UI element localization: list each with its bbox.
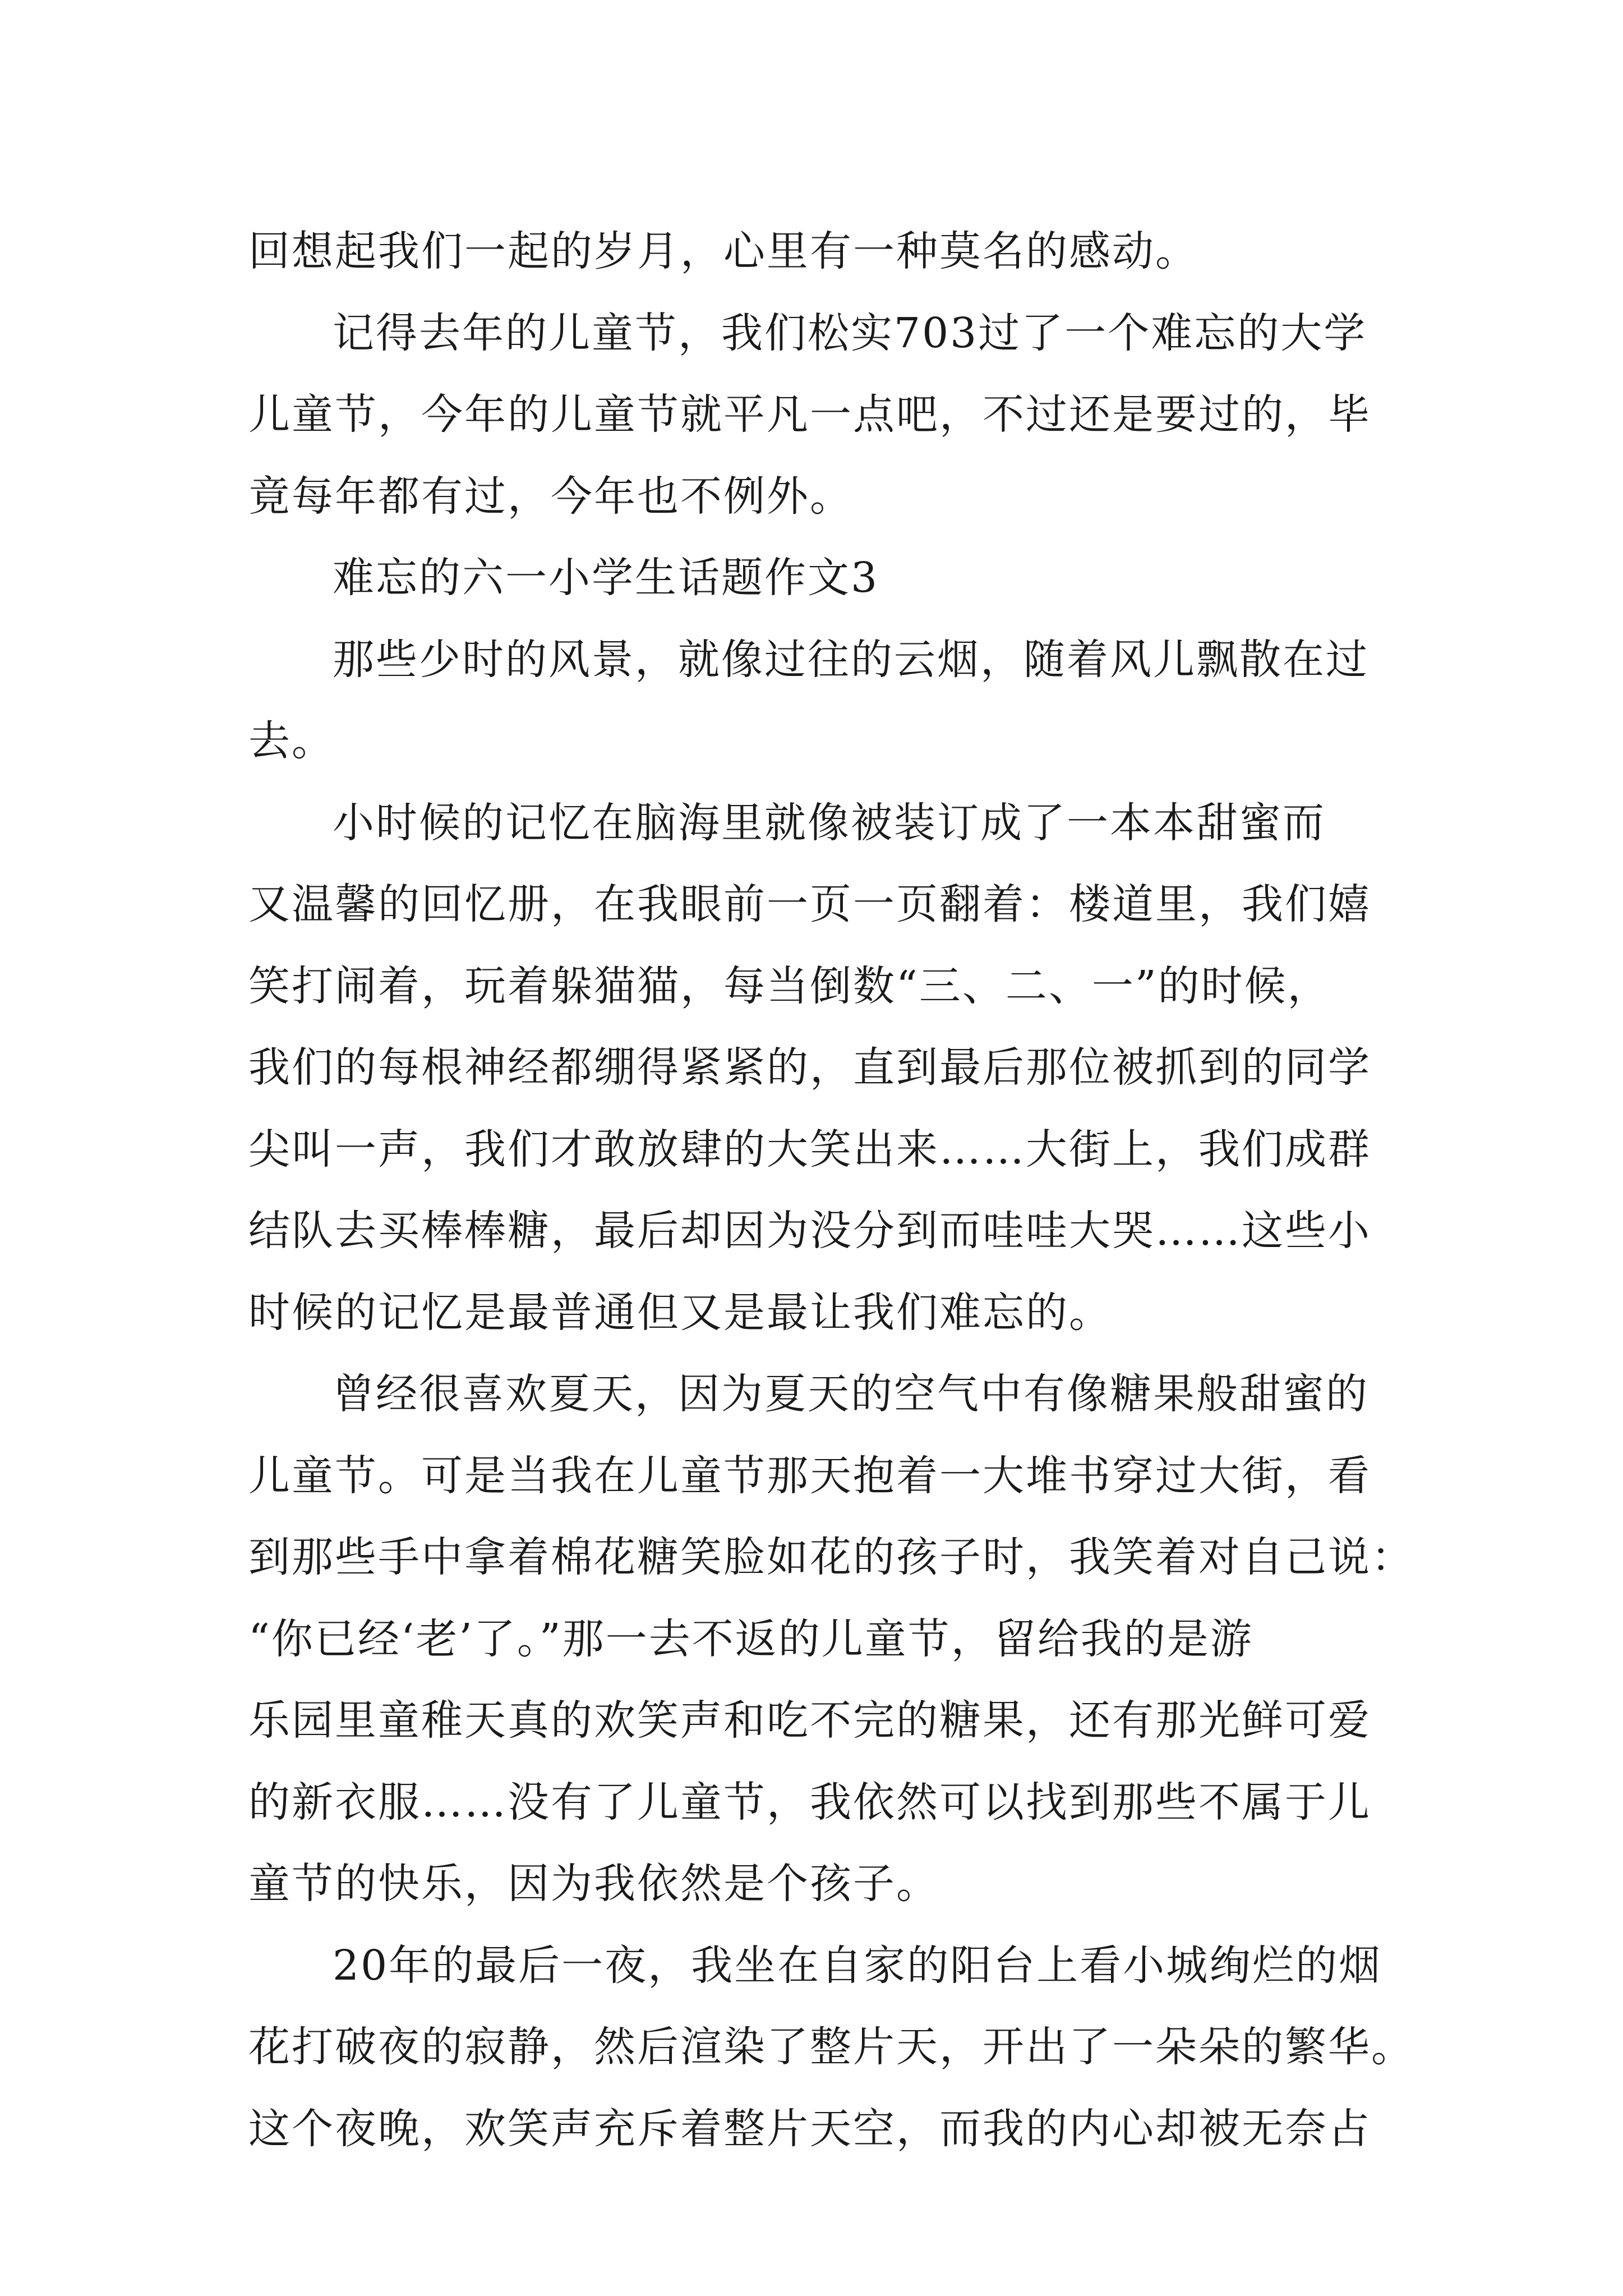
text-line: 笑打闹着，玩着躲猫猫，每当倒数“三、二、一”的时候， [248,961,1331,1010]
text-line: 乐园里童稚天真的欢笑声和吃不完的糖果，还有那光鲜可爱 [248,1696,1371,1745]
text-line: 尖叫一声，我们才敢放肆的大笑出来……大街上，我们成群 [248,1125,1371,1174]
text-line: 这个夜晚，欢笑声充斥着整片天空，而我的内心却被无奈占 [248,2104,1371,2153]
text-line: 儿童节。可是当我在儿童节那天抱着一大堆书穿过大街，看 [248,1451,1371,1500]
text-line: 童节的快乐，因为我依然是个孩子。 [248,1860,939,1908]
text-line: 那些少时的风景，就像过往的云烟，随着风儿飘散在过 [333,635,1369,684]
text-line: 竟每年都有过，今年也不例外。 [248,472,853,521]
section-title: 难忘的六一小学生话题作文3 [333,554,879,602]
text-line: 曾经很喜欢夏天，因为夏天的空气中有像糖果般甜蜜的 [333,1370,1369,1418]
text-line: 小时候的记忆在脑海里就像被装订成了一本本甜蜜而 [333,798,1326,847]
text-line: 去。 [248,717,335,765]
text-line: 到那些手中拿着棉花糖笑脸如花的孩子时，我笑着对自己说： [248,1533,1414,1581]
text-line: “你已经‘老’了。”那一去不返的儿童节，留给我的是游 [248,1614,1253,1663]
text-line: 记得去年的儿童节，我们松实703过了一个难忘的大学 [333,309,1367,357]
text-line: 我们的每根神经都绷得紧紧的，直到最后那位被抓到的同学 [248,1043,1371,1092]
text-line: 20年的最后一夜，我坐在自家的阳台上看小城绚烂的烟 [333,1941,1382,1990]
document-body [248,211,1414,2170]
text-line: 结队去买棒棒糖，最后却因为没分到而哇哇大哭……这些小 [248,1207,1371,1255]
text-line: 儿童节，今年的儿童节就平凡一点吧，不过还是要过的，毕 [248,390,1371,439]
text-line: 回想起我们一起的岁月，心里有一种莫名的感动。 [248,227,1198,275]
text-line: 的新衣服……没有了儿童节，我依然可以找到那些不属于儿 [248,1778,1371,1826]
text-line: 又温馨的回忆册，在我眼前一页一页翻着：楼道里，我们嬉 [248,880,1371,928]
text-line: 花打破夜的寂静，然后渲染了整片天，开出了一朵朵的繁华。 [248,2023,1414,2071]
text-line: 时候的记忆是最普通但又是最让我们难忘的。 [248,1288,1112,1337]
